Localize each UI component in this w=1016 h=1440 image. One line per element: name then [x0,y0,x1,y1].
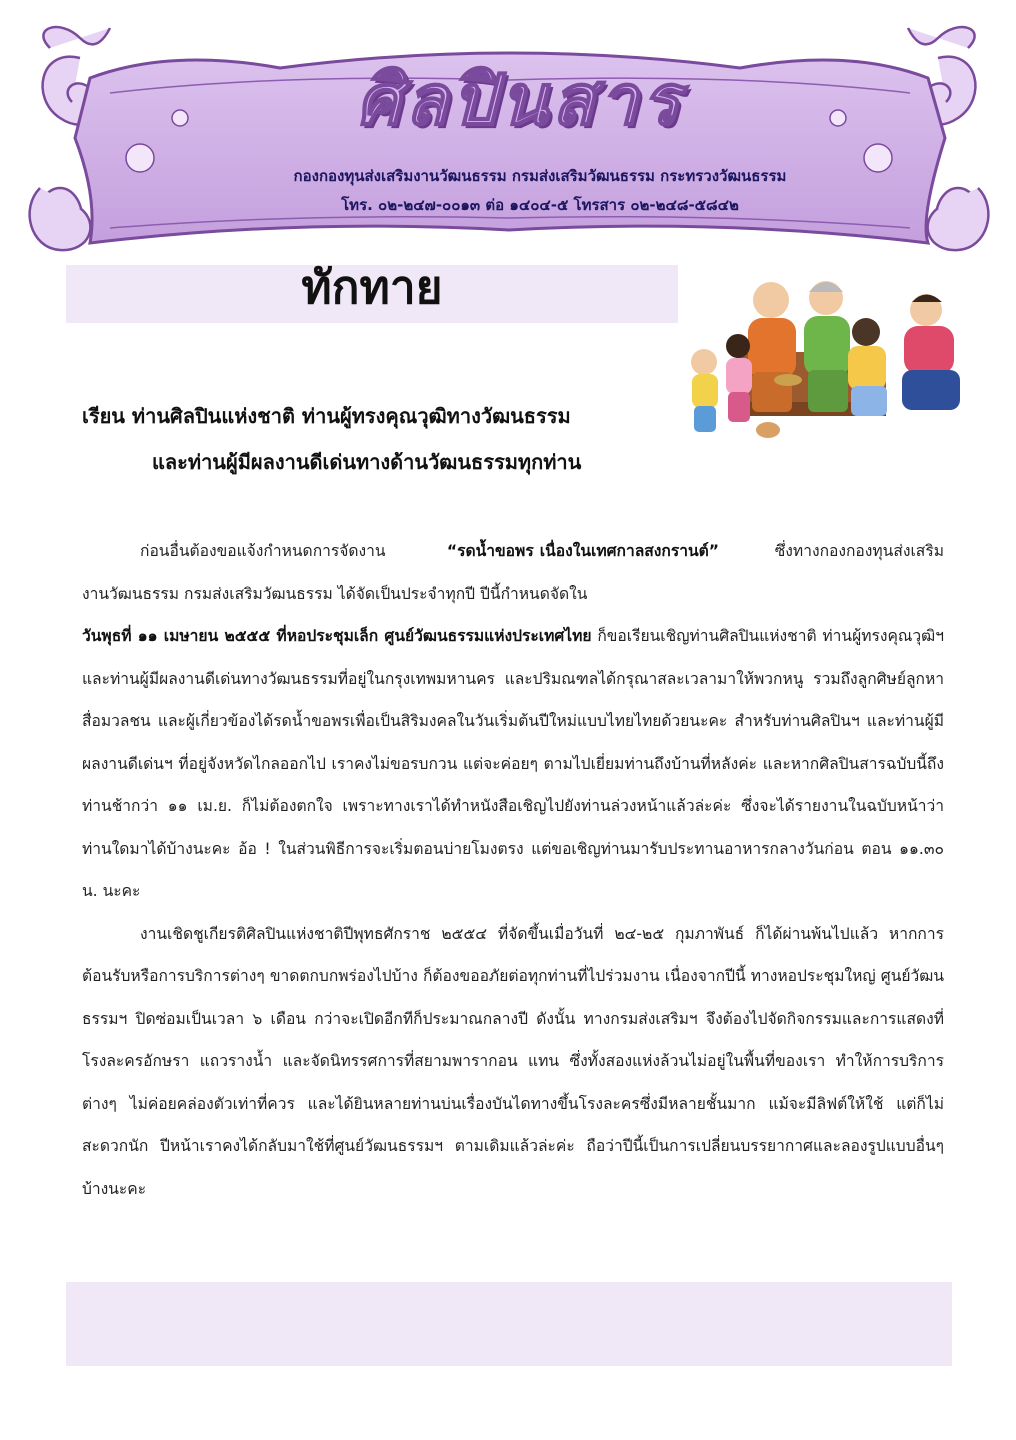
paragraph-1-lead: ก่อนอื่นต้องขอแจ้งกำหนดการจัดงาน [140,542,386,560]
masthead-banner [20,18,998,256]
event-name: “รดน้ำขอพร เนื่องในเทศกาลสงกรานต์” [446,542,719,560]
masthead-title: ศิลปินสาร [356,58,684,141]
paragraph-1 [82,530,944,913]
page-heading: ทักทาย [301,260,443,314]
footer-band [66,1282,952,1366]
songkran-family-illustration [676,262,976,452]
salutation-line1: เรียน ท่านศิลปินแห่งชาติ ท่านผู้ทรงคุณวุฒิทางวัฒนธรรม [82,404,571,428]
salutation [82,393,702,485]
masthead-contact: โทร. ๐๒-๒๔๗-๐๐๑๓ ต่อ ๑๔๐๔-๕ โทรสาร ๐๒-๒๔๘-๕๘๔๒ [341,196,739,214]
salutation-line2: และท่านผู้มีผลงานดีเด่นทางด้านวัฒนธรรมทุกท่าน [152,450,582,474]
paragraph-1-mid: ซึ่งทางกองกองทุนส่งเสริมงานวัฒนธรรม กรมส่งเสริมวัฒนธรรม ได้จัดเป็นประจำทุกปี ปีนี้กำหนดจัดใน [82,542,944,603]
masthead-subtitle: กองกองทุนส่งเสริมงานวัฒนธรรม กรมส่งเสริมวัฒนธรรม กระทรวงวัฒนธรรม [293,167,787,185]
paragraph-1-rest: ก็ขอเรียนเชิญท่านศิลปินแห่งชาติ ท่านผู้ทรงคุณวุฒิฯ และท่านผู้มีผลงานดีเด่นทางวัฒนธรรมที่อยู่ในกรุงเทพมหานคร และปริมณฑลได้กรุณาสละเวลามาให้พวกหนู รวมถึงลูกศิษย์ลูกหา สื่อมวลชน และผู้เกี่ยวข้องได้รดน้ำขอพรเพื่อเป็นสิริมงคลในวันเริ่มต้นปีใหม่แบบไทยไทยด้วยนะคะ สำหรับท่านศิลปินฯ และท่านผู้มีผลงานดีเด่นฯ ที่อยู่จังหวัดไกลออกไป เราคงไม่ขอรบกวน แต่จะค่อยๆ ตามไปเยี่ยมท่านถึงบ้านที่หลังค่ะ และหากศิลปินสารฉบับนี้ถึงท่านช้ากว่า ๑๑ เม.ย. ก็ไม่ต้องตกใจ เพราะทางเราได้ทำหนังสือเชิญไปยังท่านล่วงหน้าแล้วล่ะค่ะ ซึ่งจะได้รายงานในฉบับหน้าว่าท่านใดมาได้บ้างนะคะ อ้อ ! ในส่วนพิธีการจะเริ่มตอนบ่ายโมงตรง แต่ขอเชิญท่านมารับประทานอาหารกลางวันก่อน ตอน ๑๑.๓๐ น. นะคะ [82,627,944,900]
paragraph-2: งานเชิดชูเกียรติศิลปินแห่งชาติปีพุทธศักราช ๒๕๕๔ ที่จัดขึ้นเมื่อวันที่ ๒๔-๒๕ กุมภาพันธ์ ก็ได้ผ่านพ้นไปแล้ว หากการต้อนรับหรือการบริการต่างๆ ขาดตกบกพร่องไปบ้าง ก็ต้องขออภัยต่อทุกท่านที่ไปร่วมงาน เนื่องจากปีนี้ ทางหอประชุมใหญ่ ศูนย์วัฒนธรรมฯ ปิดซ่อมเป็นเวลา ๖ เดือน กว่าจะเปิดอีกทีก็ประมาณกลางปี ดังนั้น ทางกรมส่งเสริมฯ จึงต้องไปจัดกิจกรรมและการแสดงที่โรงละครอักษรา แถวรางน้ำ และจัดนิทรรศการที่สยามพารากอน แทน ซึ่งทั้งสองแห่งล้วนไม่อยู่ในพื้นที่ของเรา ทำให้การบริการต่างๆ ไม่ค่อยคล่องตัวเท่าที่ควร และได้ยินหลายท่านบ่นเรื่องบันไดทางขึ้นโรงละครซึ่งมีหลายชั้นมาก แม้จะมีลิฟต์ให้ใช้ แต่ก็ไม่สะดวกนัก ปีหน้าเราคงได้กลับมาใช้ที่ศูนย์วัฒนธรรมฯ ตามเดิมแล้วล่ะค่ะ ถือว่าปีนี้เป็นการเปลี่ยนบรรยากาศและลองรูปแบบอื่นๆ บ้างนะคะ [82,924,944,1198]
event-date-place: วันพุธที่ ๑๑ เมษายน ๒๕๕๕ ที่หอประชุมเล็ก ศูนย์วัฒนธรรมแห่งประเทศไทย [82,627,592,645]
body-text [82,530,944,1210]
